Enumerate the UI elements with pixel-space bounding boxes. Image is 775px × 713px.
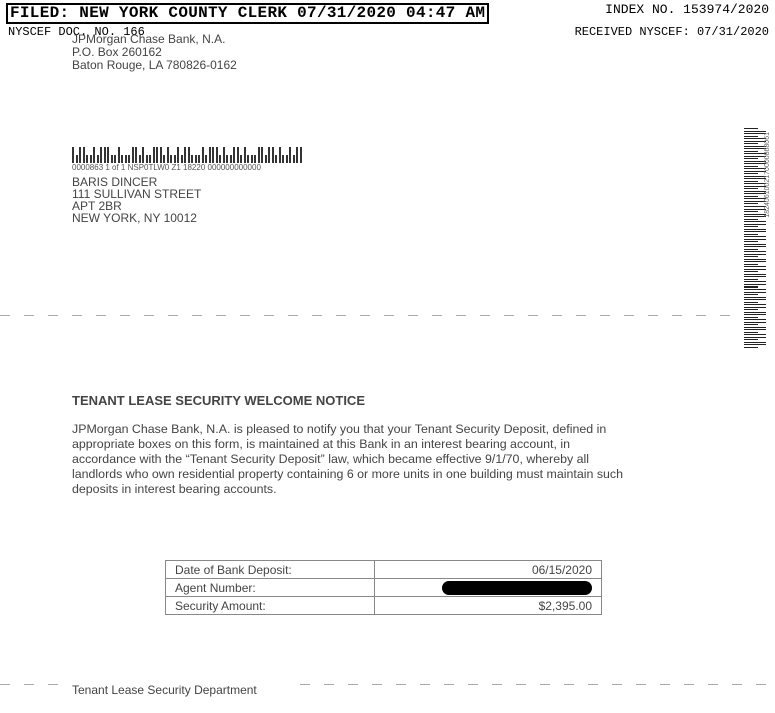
barcode-bar xyxy=(282,155,284,163)
return-address xyxy=(72,33,237,72)
barcode-bar xyxy=(744,256,758,257)
barcode-bar xyxy=(153,147,155,163)
barcode-bar xyxy=(744,266,766,267)
recipient-apt: APT 2BR xyxy=(72,199,122,213)
barcode-bar xyxy=(744,251,766,252)
recipient-name: BARIS DINCER xyxy=(72,175,158,189)
barcode-bar xyxy=(744,292,766,293)
security-amount-value: $2,395.00 xyxy=(375,597,602,615)
security-amount-label: Security Amount: xyxy=(166,597,375,615)
barcode-bar xyxy=(128,155,130,163)
barcode-bar xyxy=(744,181,758,182)
barcode-bar xyxy=(139,155,141,163)
barcode-bar xyxy=(744,183,766,184)
barcode-bar xyxy=(744,153,766,154)
barcode-bar xyxy=(744,339,758,340)
notice-body: JPMorgan Chase Bank, N.A. is pleased to notify you that your Tenant Security Deposit, defined in appropriate boxes on this form, is maintained at this Bank in an interest bearing account, in accordance with the “Tenant Security Deposit” law, which became effective 9/1/70, whereby all landlords who own residential property containing 6 or more units in one building must maintain such deposits in interest bearing accounts. xyxy=(72,422,624,496)
barcode-bar xyxy=(244,147,246,163)
barcode-bar xyxy=(744,286,758,287)
barcode-bar xyxy=(744,201,766,202)
barcode-bar xyxy=(111,155,113,163)
barcode-bar xyxy=(258,147,260,163)
barcode-bar xyxy=(289,147,291,163)
barcode-bar xyxy=(744,279,758,280)
barcode-bar xyxy=(174,155,176,163)
barcode-bar xyxy=(744,284,766,285)
barcode-bar xyxy=(744,276,766,277)
deposit-table xyxy=(165,560,602,615)
barcode-bar xyxy=(286,155,288,163)
recipient-street: 111 SULLIVAN STREET xyxy=(72,187,202,201)
barcode-bar xyxy=(191,155,193,163)
return-line-2: P.O. Box 260162 xyxy=(72,45,162,59)
barcode-bar xyxy=(160,147,162,163)
barcode-bar xyxy=(744,337,766,338)
barcode-bar xyxy=(744,274,766,275)
barcode-bar xyxy=(279,147,281,163)
barcode-bar xyxy=(296,147,298,163)
barcode-bar xyxy=(744,259,766,260)
barcode-bar xyxy=(744,302,758,303)
barcode-bar xyxy=(744,297,766,298)
barcode-bar xyxy=(167,147,169,163)
barcode-bar xyxy=(744,136,758,137)
redaction-mark xyxy=(442,581,592,595)
barcode-bar xyxy=(744,281,766,282)
barcode-bar xyxy=(744,236,766,237)
barcode-bar xyxy=(744,322,766,323)
barcode-bar xyxy=(744,178,766,179)
barcode-bar xyxy=(118,147,120,163)
barcode-bar xyxy=(744,151,758,152)
barcode-bar xyxy=(744,133,766,134)
barcode-bar xyxy=(209,147,211,163)
barcode-bar xyxy=(233,147,235,163)
barcode-bar xyxy=(744,206,766,207)
barcode-bar xyxy=(744,246,766,247)
barcode-bar xyxy=(744,327,766,328)
barcode-bar xyxy=(275,155,277,163)
barcode-bar xyxy=(744,347,758,348)
barcode-bar xyxy=(177,147,179,163)
barcode-bar xyxy=(125,155,127,163)
barcode-bar xyxy=(744,329,766,330)
barcode-bar xyxy=(744,219,758,220)
postal-barcode xyxy=(72,146,352,163)
barcode-bar xyxy=(247,155,249,163)
barcode-bar xyxy=(744,271,758,272)
barcode-bar xyxy=(170,155,172,163)
barcode-bar xyxy=(744,239,766,240)
barcode-bar xyxy=(744,234,758,235)
barcode-bar xyxy=(744,138,766,139)
barcode-bar xyxy=(744,304,766,305)
barcode-bar xyxy=(195,155,197,163)
barcode-bar xyxy=(744,319,766,320)
barcode-bar xyxy=(744,294,758,295)
barcode-bar xyxy=(300,147,302,163)
barcode-bar xyxy=(744,148,766,149)
barcode-bar xyxy=(744,224,766,225)
barcode-bar xyxy=(261,147,263,163)
barcode-bar xyxy=(163,155,165,163)
barcode-bar xyxy=(146,155,148,163)
barcode-bar xyxy=(744,324,758,325)
barcode-bar xyxy=(230,155,232,163)
barcode-bar xyxy=(272,147,274,163)
barcode-bar xyxy=(223,147,225,163)
barcode-bar xyxy=(744,241,758,242)
barcode-bar xyxy=(219,155,221,163)
barcode-bar xyxy=(226,155,228,163)
barcode-bar xyxy=(104,147,106,163)
notice-title: TENANT LEASE SECURITY WELCOME NOTICE xyxy=(72,393,365,408)
mailing-code: 0000863 1 of 1 NSP0TLW0 Z1 18220 000000000000 xyxy=(72,163,261,172)
barcode-bar xyxy=(744,261,766,262)
side-barcode-text: 1824061002170000868061 xyxy=(764,132,771,218)
barcode-bar xyxy=(744,143,758,144)
barcode-bar xyxy=(93,147,95,163)
barcode-bar xyxy=(744,307,766,308)
return-line-3: Baton Rouge, LA 780826-0162 xyxy=(72,58,237,72)
barcode-bar xyxy=(744,216,766,217)
table-row xyxy=(166,579,602,597)
barcode-bar xyxy=(744,344,766,345)
barcode-bar xyxy=(107,147,109,163)
barcode-bar xyxy=(744,211,758,212)
fold-line xyxy=(0,315,740,316)
barcode-bar xyxy=(744,334,766,335)
barcode-bar xyxy=(744,231,766,232)
barcode-bar xyxy=(72,147,74,163)
deposit-date-value: 06/15/2020 xyxy=(375,561,602,579)
barcode-bar xyxy=(744,269,766,270)
barcode-bar xyxy=(205,155,207,163)
barcode-bar xyxy=(251,155,253,163)
index-number: INDEX NO. 153974/2020 xyxy=(605,2,769,17)
barcode-bar xyxy=(744,163,766,164)
barcode-bar xyxy=(744,209,766,210)
barcode-bar xyxy=(744,166,758,167)
barcode-bar xyxy=(156,147,158,163)
barcode-bar xyxy=(114,155,116,163)
table-row xyxy=(166,597,602,615)
barcode-bar xyxy=(181,155,183,163)
barcode-bar xyxy=(744,312,766,313)
barcode-bar xyxy=(744,158,758,159)
barcode-bar xyxy=(135,147,137,163)
barcode-bar xyxy=(744,188,758,189)
barcode-bar xyxy=(744,221,766,222)
barcode-bar xyxy=(744,168,766,169)
barcode-bar xyxy=(121,155,123,163)
barcode-bar xyxy=(744,161,766,162)
barcode-bar xyxy=(293,155,295,163)
barcode-bar xyxy=(744,203,758,204)
barcode-bar xyxy=(216,147,218,163)
filed-stamp: FILED: NEW YORK COUNTY CLERK 07/31/2020 04:47 AM xyxy=(6,3,489,24)
return-line-1: JPMorgan Chase Bank, N.A. xyxy=(72,32,226,46)
barcode-bar xyxy=(744,314,766,315)
barcode-bar xyxy=(744,171,766,172)
fold-line-bottom-right xyxy=(300,684,775,685)
barcode-bar xyxy=(240,155,242,163)
barcode-bar xyxy=(744,264,758,265)
agent-number-label: Agent Number: xyxy=(166,579,375,597)
recipient-address xyxy=(72,176,201,224)
barcode-bar xyxy=(744,146,766,147)
barcode-bar xyxy=(268,147,270,163)
barcode-bar xyxy=(149,155,151,163)
barcode-bar xyxy=(744,173,758,174)
barcode-bar xyxy=(744,342,766,343)
barcode-bar xyxy=(744,198,766,199)
agent-number-value xyxy=(375,579,602,597)
barcode-bar xyxy=(744,176,766,177)
barcode-bar xyxy=(744,156,766,157)
barcode-bar xyxy=(198,155,200,163)
barcode-bar xyxy=(86,155,88,163)
fold-line-bottom-left xyxy=(0,684,60,685)
barcode-bar xyxy=(237,147,239,163)
barcode-bar xyxy=(202,147,204,163)
barcode-bar xyxy=(254,155,256,163)
barcode-bar xyxy=(90,155,92,163)
barcode-bar xyxy=(744,128,758,129)
barcode-bar xyxy=(142,147,144,163)
barcode-bar xyxy=(744,299,766,300)
table-row xyxy=(166,561,602,579)
barcode-bar xyxy=(83,147,85,163)
barcode-bar xyxy=(744,214,766,215)
recipient-city: NEW YORK, NY 10012 xyxy=(72,211,197,225)
barcode-bar xyxy=(744,244,766,245)
barcode-bar xyxy=(744,196,758,197)
barcode-bar xyxy=(212,147,214,163)
barcode-bar xyxy=(744,131,766,132)
barcode-bar xyxy=(188,147,190,163)
barcode-bar xyxy=(744,191,766,192)
barcode-bar xyxy=(132,147,134,163)
barcode-bar xyxy=(744,317,758,318)
barcode-bar xyxy=(744,229,766,230)
deposit-date-label: Date of Bank Deposit: xyxy=(166,561,375,579)
barcode-bar xyxy=(744,309,758,310)
barcode-bar xyxy=(265,155,267,163)
barcode-bar xyxy=(184,147,186,163)
barcode-bar xyxy=(744,289,766,290)
barcode-bar xyxy=(79,147,81,163)
received-date: RECEIVED NYSCEF: 07/31/2020 xyxy=(574,25,769,39)
barcode-bar xyxy=(744,254,766,255)
barcode-bar xyxy=(100,147,102,163)
barcode-bar xyxy=(744,186,766,187)
barcode-bar xyxy=(744,249,758,250)
barcode-bar xyxy=(97,155,99,163)
barcode-bar xyxy=(744,141,766,142)
barcode-bar xyxy=(744,226,758,227)
barcode-bar xyxy=(744,332,758,333)
nyscef-doc-number: NYSCEF DOC. NO. 166 xyxy=(8,25,145,39)
barcode-bar xyxy=(76,155,78,163)
department-footer: Tenant Lease Security Department xyxy=(72,683,257,697)
barcode-bar xyxy=(744,193,766,194)
